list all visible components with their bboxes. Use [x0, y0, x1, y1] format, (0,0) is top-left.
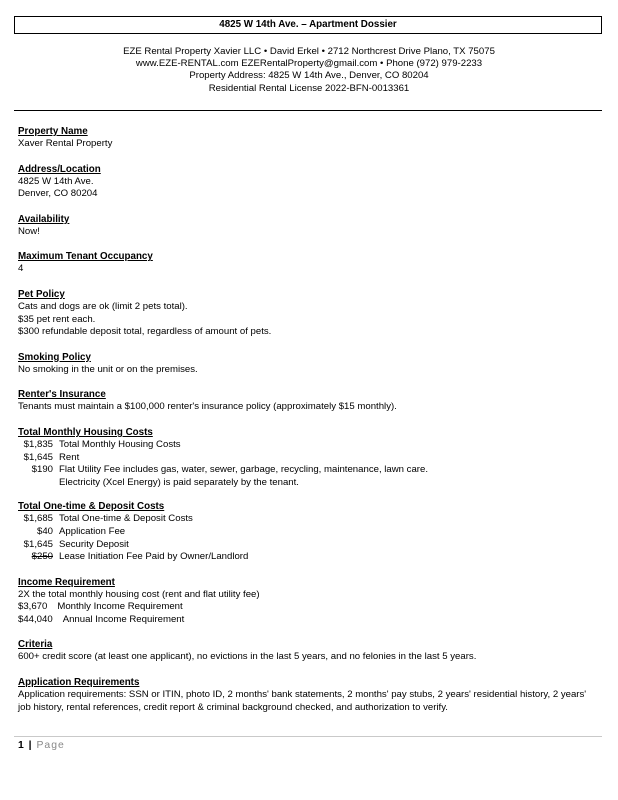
cost-label: Security Deposit	[59, 538, 129, 550]
document-title: 4825 W 14th Ave. – Apartment Dossier	[14, 16, 602, 34]
section-text: Application requirements: SSN or ITIN, photo ID, 2 months' bank statements, 2 months' pay stubs, 2 years' residential history, 2 years' job history, rental references, credit report & criminal background checked, and authorization to verify.	[18, 689, 587, 713]
section-heading: Renter's Insurance	[18, 389, 106, 401]
section-smoking	[18, 352, 598, 377]
section-text: $35 pet rent each.	[18, 313, 96, 325]
section-heading: Availability	[18, 213, 70, 225]
letterhead-company-line: EZE Rental Property Xavier LLC • David Erkel • 2712 Northcrest Drive Plano, TX 75075	[123, 46, 495, 57]
cost-amount: $1,645	[23, 451, 53, 463]
cost-note: Electricity (Xcel Energy) is paid separately by the tenant.	[59, 476, 299, 488]
section-heading: Application Requirements	[18, 677, 140, 689]
section-property-name	[18, 126, 598, 151]
income-row	[18, 601, 598, 614]
section-onetime-costs	[18, 501, 598, 563]
section-heading: Address/Location	[18, 163, 101, 175]
cost-amount: $190	[31, 464, 53, 476]
cost-row	[18, 452, 598, 465]
cost-amount: $40	[36, 525, 53, 537]
section-text: 4825 W 14th Ave.	[18, 175, 94, 187]
cost-note-row	[18, 477, 598, 490]
section-text: 600+ credit score (at least one applicant), no evictions in the last 5 years, and no felonies in the last 5 years.	[18, 651, 477, 663]
section-application	[18, 677, 598, 714]
section-text: Tenants must maintain a $100,000 renter's insurance policy (approximately $15 monthly).	[18, 401, 397, 413]
page-number: 1	[18, 740, 24, 751]
letterhead-property-address: Property Address: 4825 W 14th Ave., Denver, CO 80204	[189, 70, 429, 82]
section-heading: Criteria	[18, 639, 53, 651]
section-heading: Smoking Policy	[18, 351, 91, 363]
section-availability	[18, 214, 598, 239]
income-row	[18, 614, 598, 627]
cost-amount-struck: $250	[31, 551, 53, 563]
section-text: 4	[18, 263, 24, 275]
cost-label: Lease Initiation Fee Paid by Owner/Landlord	[59, 551, 249, 563]
section-criteria	[18, 639, 598, 664]
section-heading: Total Monthly Housing Costs	[18, 426, 153, 438]
letterhead-license: Residential Rental License 2022-BFN-0013361	[208, 82, 410, 94]
cost-amount: $1,835	[23, 438, 53, 450]
cost-label: Total Monthly Housing Costs	[59, 438, 181, 450]
section-text: Cats and dogs are ok (limit 2 pets total).	[18, 300, 188, 312]
section-text: Xaver Rental Property	[18, 138, 113, 149]
section-text: $300 refundable deposit total, regardless of amount of pets.	[18, 326, 272, 338]
section-insurance	[18, 389, 598, 414]
cost-label: Application Fee	[59, 525, 126, 537]
section-text: 2X the total monthly housing cost (rent and flat utility fee)	[18, 588, 260, 600]
page-label: Page	[36, 740, 65, 751]
cost-row	[18, 439, 598, 452]
cost-row	[18, 526, 598, 539]
cost-row	[18, 464, 598, 477]
header-divider	[14, 110, 602, 111]
section-text: Denver, CO 80204	[18, 188, 98, 200]
footer-divider	[14, 736, 602, 737]
letterhead-contact-line: www.EZE-RENTAL.com EZERentalProperty@gmail.com • Phone (972) 979-2233	[135, 58, 483, 70]
dossier-body	[18, 126, 598, 714]
income-amount: $44,040	[18, 613, 53, 625]
cost-row	[18, 513, 598, 526]
section-heading: Total One-time & Deposit Costs	[18, 501, 165, 513]
cost-label: Rent	[59, 451, 80, 463]
section-heading: Property Name	[18, 126, 88, 137]
income-label: Annual Income Requirement	[62, 613, 185, 625]
section-pet-policy	[18, 289, 598, 339]
section-text: Now!	[18, 225, 40, 237]
cost-label: Flat Utility Fee includes gas, water, sewer, garbage, recycling, maintenance, lawn care.	[59, 464, 429, 476]
section-occupancy	[18, 251, 598, 276]
cost-row	[18, 551, 598, 564]
section-heading: Maximum Tenant Occupancy	[18, 251, 153, 263]
section-income	[18, 577, 598, 627]
page-separator: |	[28, 740, 32, 751]
section-heading: Income Requirement	[18, 576, 115, 588]
section-monthly-costs	[18, 427, 598, 489]
cost-row	[18, 539, 598, 552]
section-address	[18, 164, 598, 201]
cost-label: Total One-time & Deposit Costs	[59, 513, 193, 525]
cost-amount: $1,645	[23, 538, 53, 550]
letterhead	[0, 46, 618, 95]
section-text: No smoking in the unit or on the premises.	[18, 363, 198, 375]
income-amount: $3,670	[18, 601, 48, 613]
income-label: Monthly Income Requirement	[57, 601, 183, 613]
section-heading: Pet Policy	[18, 288, 65, 300]
cost-amount: $1,685	[23, 513, 53, 525]
page-footer	[18, 740, 65, 752]
